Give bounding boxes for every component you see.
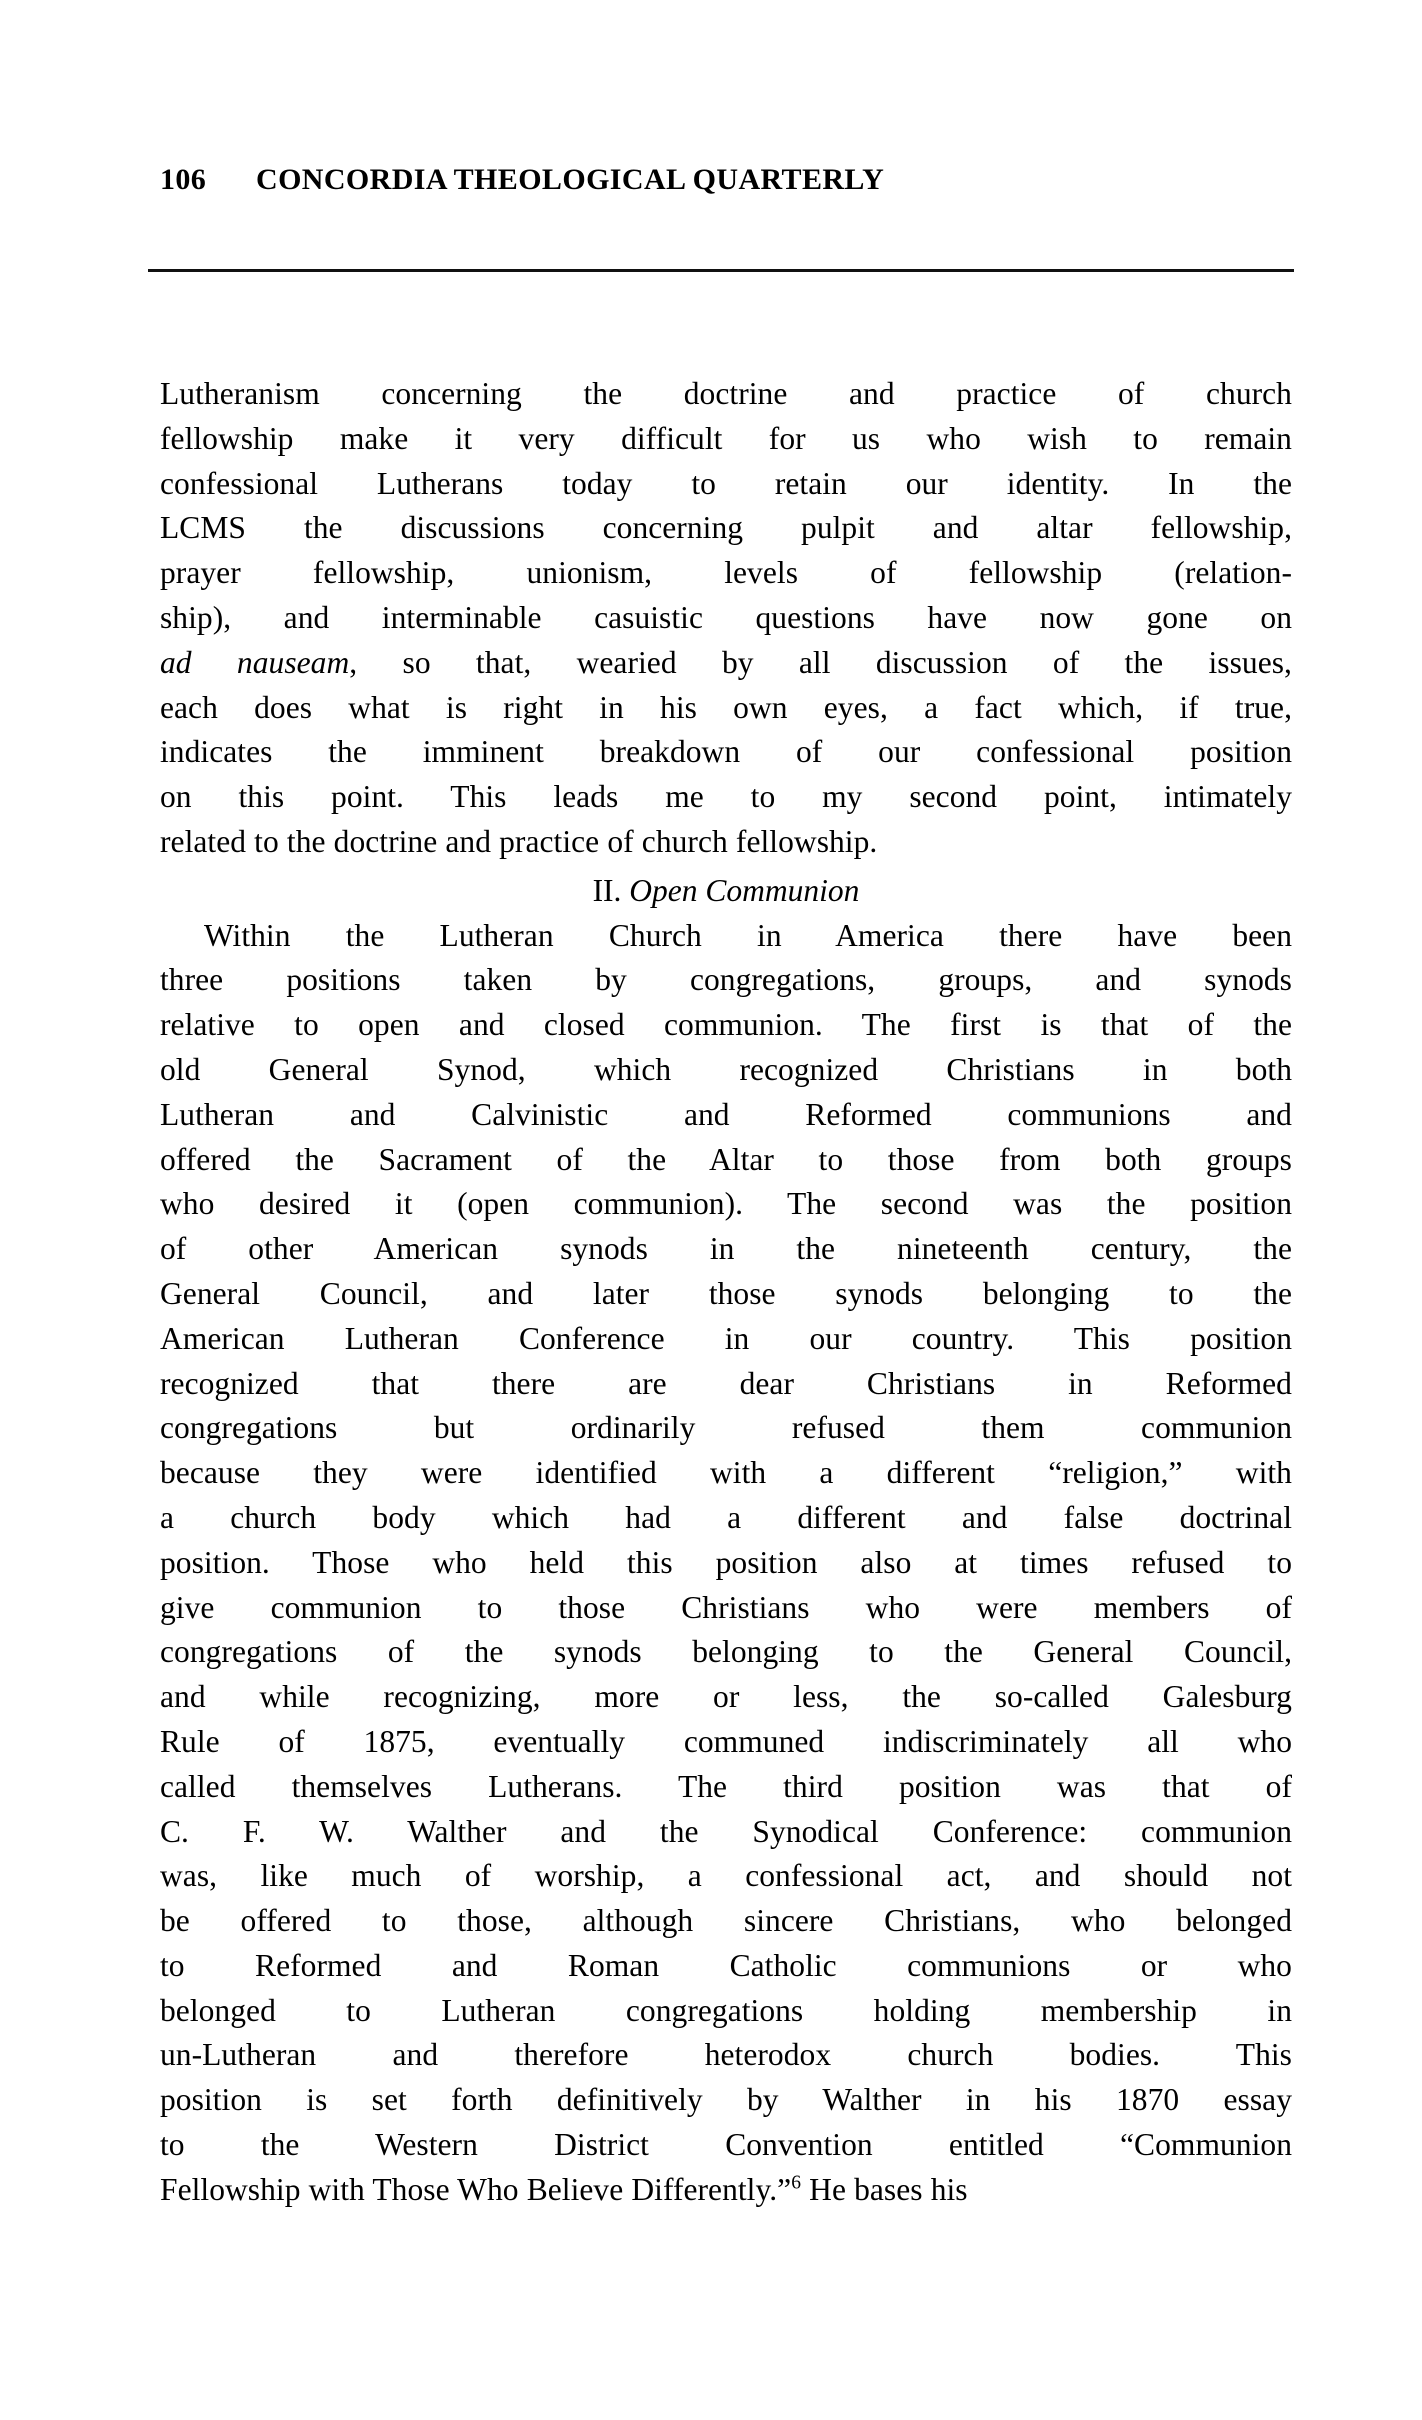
text-line: give communion to those Christians who were members of <box>160 1589 1292 1625</box>
section-title: Open Communion <box>629 872 860 908</box>
text-line: to Reformed and Roman Catholic communions or who <box>160 1947 1292 1983</box>
text-line: a church body which had a different and false doctrinal <box>160 1499 1292 1535</box>
text-line: to the Western District Convention entitled “Communion <box>160 2127 1292 2163</box>
text-line: three positions taken by congregations, groups, and synods <box>160 962 1292 998</box>
footnote-marker-6[interactable]: 6 <box>791 2172 802 2194</box>
header-divider-rule <box>148 269 1294 272</box>
text-line-with-footnote <box>160 2168 1292 2213</box>
text-line: confessional Lutherans today to retain our identity. In the <box>160 465 1292 501</box>
text-line: indicates the imminent breakdown of our confessional position <box>160 734 1292 770</box>
text-line: Lutheran and Calvinistic and Reformed communions and <box>160 1096 1292 1132</box>
text-line: LCMS the discussions concerning pulpit and altar fellowship, <box>160 510 1292 546</box>
text-line: recognized that there are dear Christians in Reformed <box>160 1365 1292 1401</box>
text-line: called themselves Lutherans. The third position was that of <box>160 1768 1292 1804</box>
text-line: position is set forth definitively by Walther in his 1870 essay <box>160 2082 1292 2118</box>
text-line: who desired it (open communion). The second was the position <box>160 1186 1292 1222</box>
text-line: of other American synods in the nineteenth century, the <box>160 1231 1292 1267</box>
text-line: on this point. This leads me to my second point, intimately <box>160 779 1292 815</box>
text-line: belonged to Lutheran congregations holding membership in <box>160 1992 1292 2028</box>
text-line-segment-tail: He bases his <box>801 2171 968 2207</box>
text-line: each does what is right in his own eyes, a fact which, if true, <box>160 689 1292 725</box>
text-line: prayer fellowship, unionism, levels of fellowship (relation- <box>160 555 1292 591</box>
running-header <box>160 163 1290 196</box>
section-number: II. <box>592 872 622 908</box>
text-line: relative to open and closed communion. The first is that of the <box>160 1007 1292 1043</box>
text-line: related to the doctrine and practice of church fellowship. <box>160 823 878 859</box>
paragraph-one <box>160 372 1292 865</box>
text-line-with-italic <box>160 641 1292 686</box>
journal-title: CONCORDIA THEOLOGICAL QUARTERLY <box>256 163 885 196</box>
text-line: American Lutheran Conference in our country. This position <box>160 1320 1292 1356</box>
body-text-column <box>160 372 1292 2213</box>
text-line: Rule of 1875, eventually communed indiscriminately all who <box>160 1723 1292 1759</box>
text-line: Within the Lutheran Church in America there have been <box>204 917 1292 953</box>
text-line: and while recognizing, more or less, the so-called Galesburg <box>160 1679 1292 1715</box>
paragraph-two <box>160 914 1292 2213</box>
section-heading <box>160 869 1292 914</box>
text-line: be offered to those, although sincere Christians, who belonged <box>160 1903 1292 1939</box>
text-line: was, like much of worship, a confessional act, and should not <box>160 1858 1292 1894</box>
text-line: Lutheranism concerning the doctrine and practice of church <box>160 376 1292 411</box>
text-line-remainder: , so that, wearied by all discussion of the issues, <box>349 644 1292 680</box>
text-line: un-Lutheran and therefore heterodox church bodies. This <box>160 2037 1292 2073</box>
text-line: C. F. W. Walther and the Synodical Conference: communion <box>160 1813 1292 1849</box>
latin-phrase-italic: ad nauseam <box>160 644 350 680</box>
page-number: 106 <box>160 163 207 196</box>
text-line: congregations of the synods belonging to the General Council, <box>160 1634 1292 1670</box>
text-line: General Council, and later those synods belonging to the <box>160 1275 1292 1311</box>
text-line: ship), and interminable casuistic questions have now gone on <box>160 599 1292 635</box>
text-line: fellowship make it very difficult for us who wish to remain <box>160 420 1292 456</box>
text-line: congregations but ordinarily refused them communion <box>160 1410 1292 1446</box>
text-line: position. Those who held this position also at times refused to <box>160 1544 1292 1580</box>
text-line: offered the Sacrament of the Altar to those from both groups <box>160 1141 1292 1177</box>
text-line-segment: Fellowship with Those Who Believe Differently.” <box>160 2171 792 2207</box>
text-line: old General Synod, which recognized Christians in both <box>160 1051 1292 1087</box>
text-line: because they were identified with a different “religion,” with <box>160 1455 1292 1491</box>
